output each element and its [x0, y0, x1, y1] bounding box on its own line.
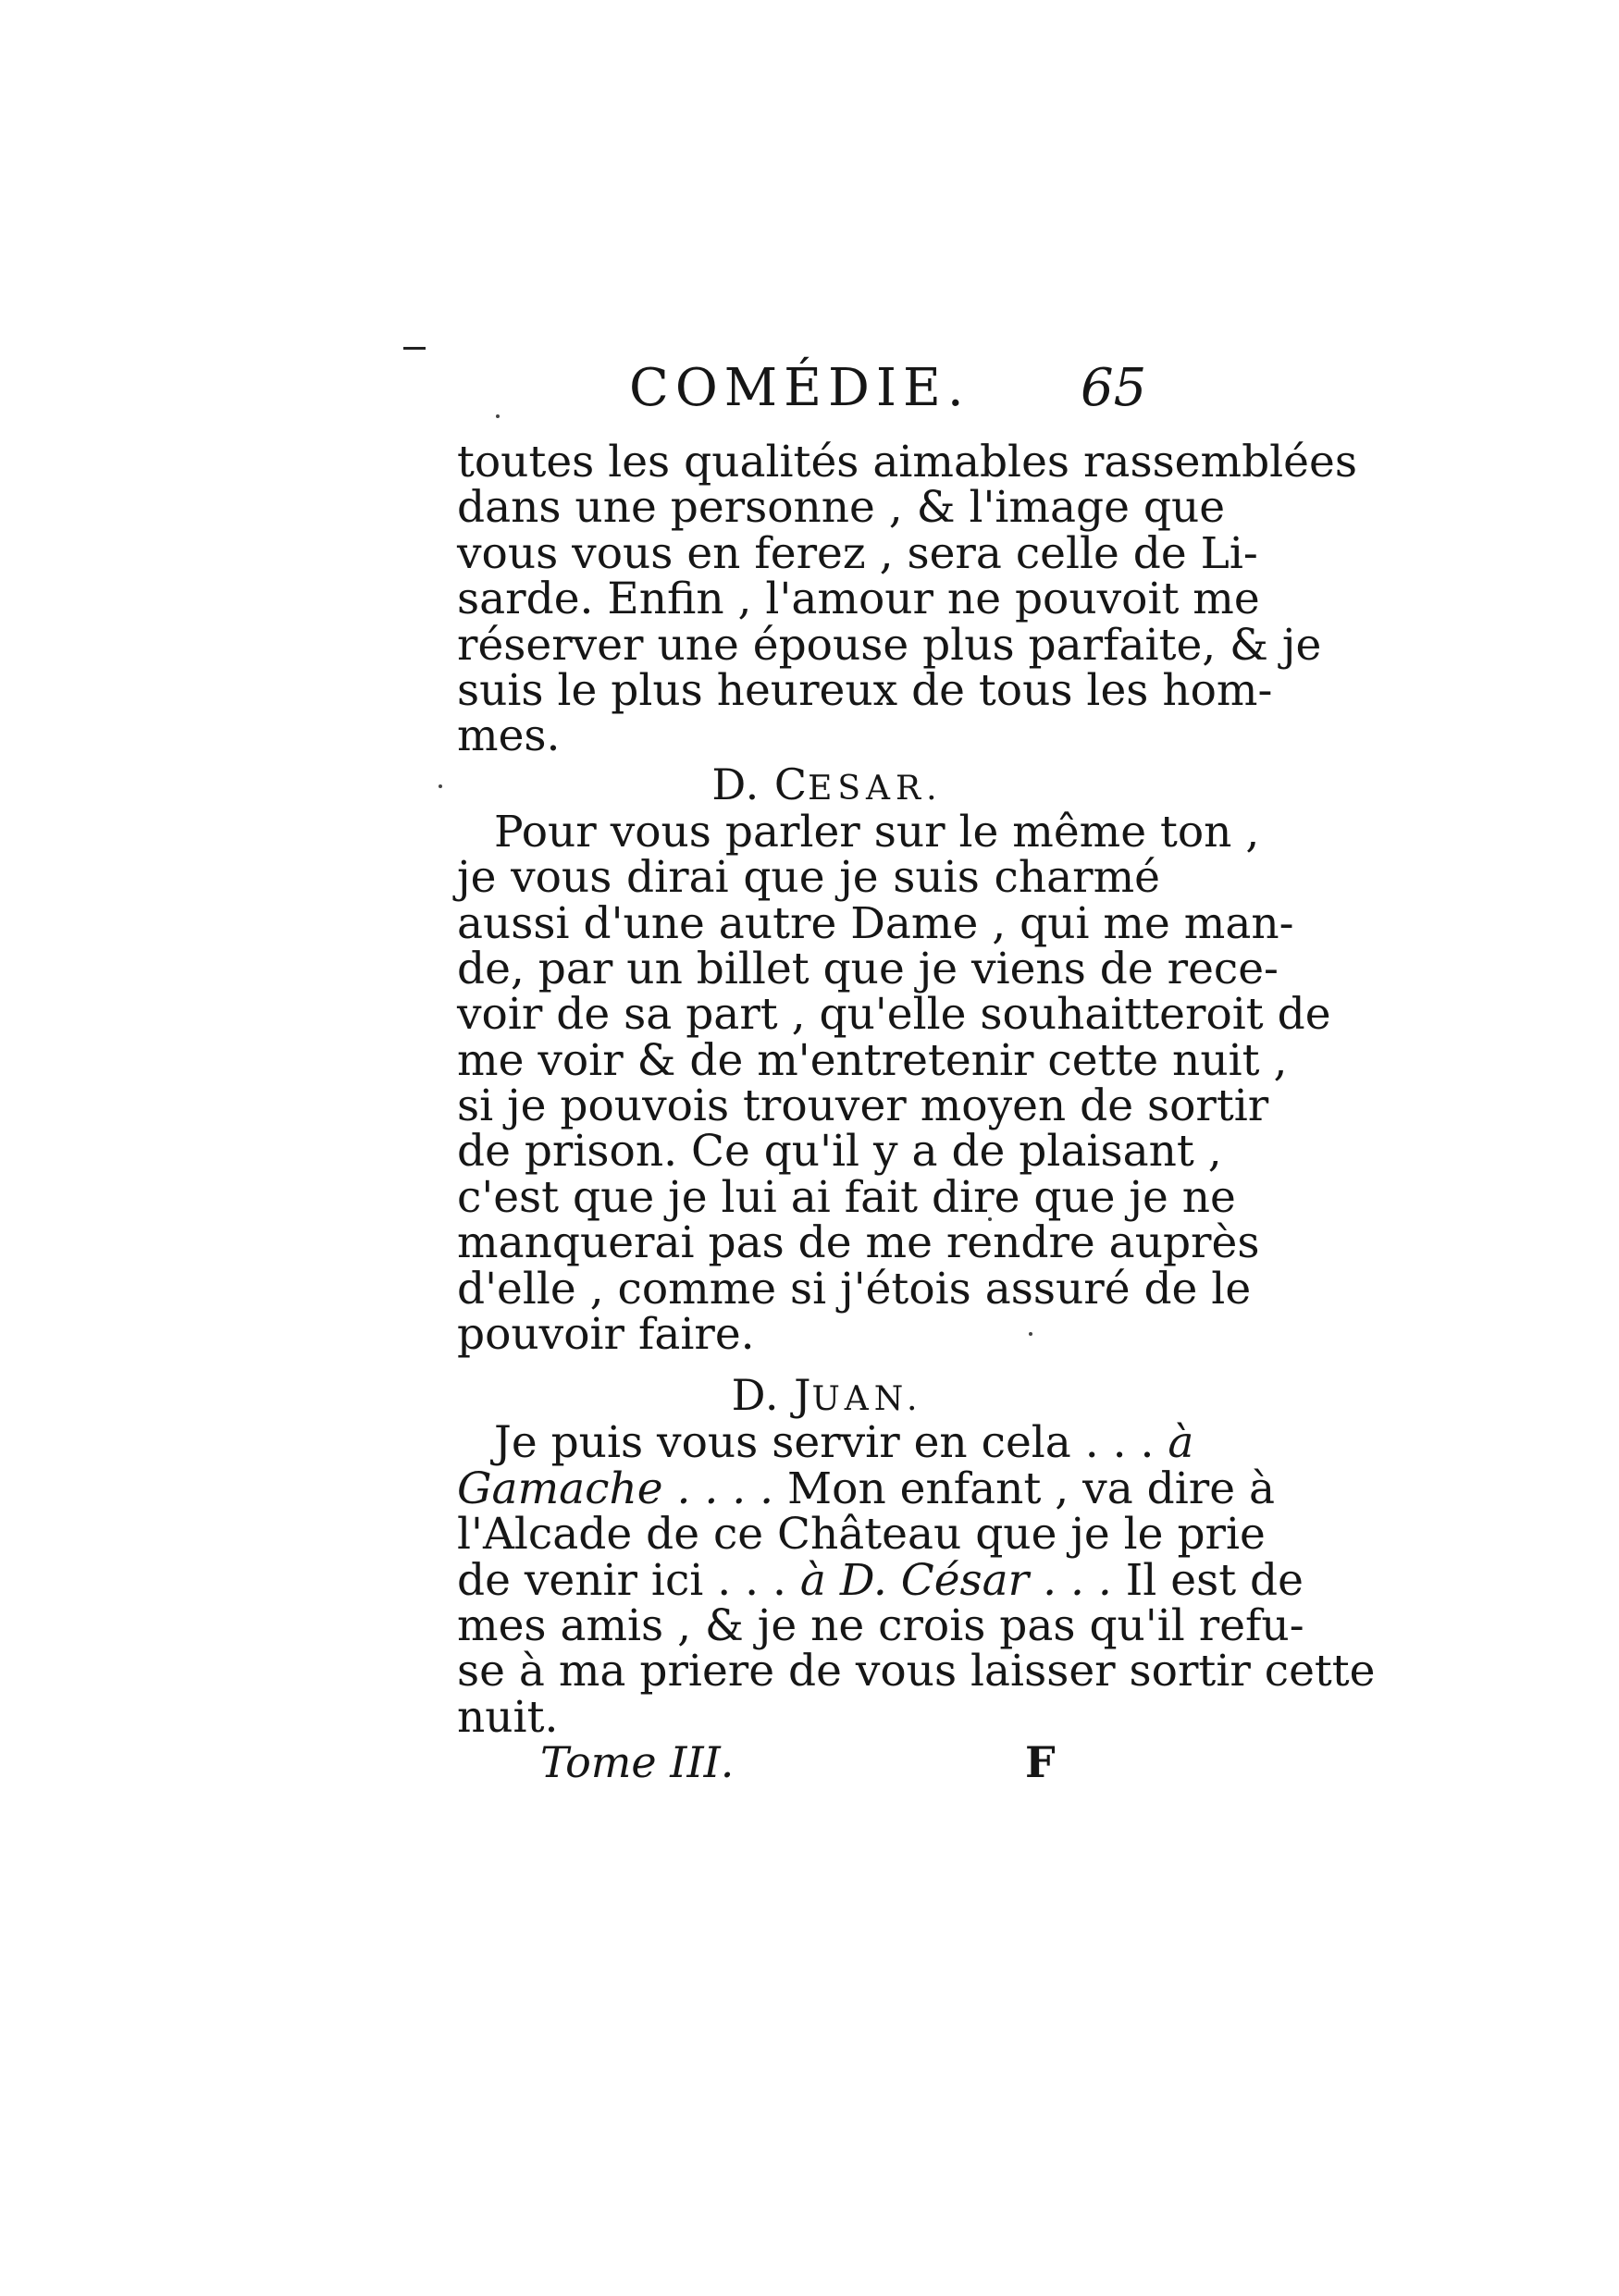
speaker-heading-cesar [457, 759, 1160, 809]
dialogue-text: de venir ici . . . [457, 1554, 786, 1606]
text-line: c'est que je lui ai fait dire que je ne [457, 1171, 1236, 1223]
stage-direction: Gamache . . . . [457, 1463, 774, 1514]
dialogue-text: Mon enfant , va dire à [787, 1463, 1276, 1514]
text-block [457, 437, 1376, 1743]
dialogue-text: Il est de [1125, 1554, 1304, 1606]
stage-direction: à [1168, 1417, 1194, 1469]
text-line: je vous dirai que je suis charmé [457, 852, 1160, 904]
text-line: de, par un billet que je viens de rece- [457, 943, 1279, 994]
margin-mark [403, 347, 426, 350]
text-line: voir de sa part , qu'elle souhaitteroit de [457, 989, 1331, 1041]
text-line: nuit. [457, 1691, 559, 1743]
ink-speck [496, 414, 500, 418]
text-line: l'Alcade de ce Château que je le prie [457, 1509, 1266, 1561]
text-line: de prison. Ce qu'il y a de plaisant , [457, 1126, 1222, 1178]
speaker-name-rest: ESAR. [808, 769, 943, 808]
gathering-signature: F [1025, 1737, 1056, 1787]
text-line: pouvoir faire. [457, 1309, 755, 1361]
stage-direction: à D. César . . . [799, 1554, 1112, 1606]
text-line: d'elle , comme si j'étois assuré de le [457, 1263, 1252, 1315]
text-line [457, 1554, 1304, 1606]
dialogue-text: Je puis vous servir en cela . . . [494, 1417, 1155, 1469]
text-line: vous vous en ferez , sera celle de Li- [457, 527, 1258, 579]
running-head: COMÉDIE. [629, 358, 970, 418]
speaker-name-rest: UAN. [811, 1380, 923, 1419]
text-line: mes amis , & je ne crois pas qu'il refu- [457, 1599, 1304, 1651]
text-line: si je pouvois trouver moyen de sortir [457, 1080, 1269, 1132]
ink-speck [439, 784, 442, 788]
text-line: aussi d'une autre Dame , qui me man- [457, 897, 1294, 949]
text-line: suis le plus heureux de tous les hom- [457, 664, 1273, 716]
volume-signature: Tome III. [540, 1737, 735, 1787]
text-line: manquerai pas de me rendre auprès [457, 1217, 1260, 1269]
text-line: réserver une épouse plus parfaite, & je [457, 619, 1322, 671]
text-line: dans une personne , & l'image que [457, 482, 1226, 534]
text-line: se à ma priere de vous laisser sortir cette [457, 1646, 1376, 1697]
page-number: 65 [1081, 358, 1147, 418]
text-line [457, 1463, 1276, 1514]
text-line: toutes les qualités aimables rassemblées [457, 437, 1357, 488]
text-line: mes. [457, 710, 561, 762]
text-line: me voir & de m'entretenir cette nuit , [457, 1034, 1288, 1086]
text-line: sarde. Enfin , l'amour ne pouvoit me [457, 574, 1260, 625]
speaker-heading-juan [457, 1370, 1160, 1420]
speaker-initial: D. J [731, 1370, 812, 1421]
text-line [457, 1417, 1194, 1469]
speaker-initial: D. C [711, 759, 809, 809]
text-line: Pour vous parler sur le même ton , [494, 806, 1260, 858]
